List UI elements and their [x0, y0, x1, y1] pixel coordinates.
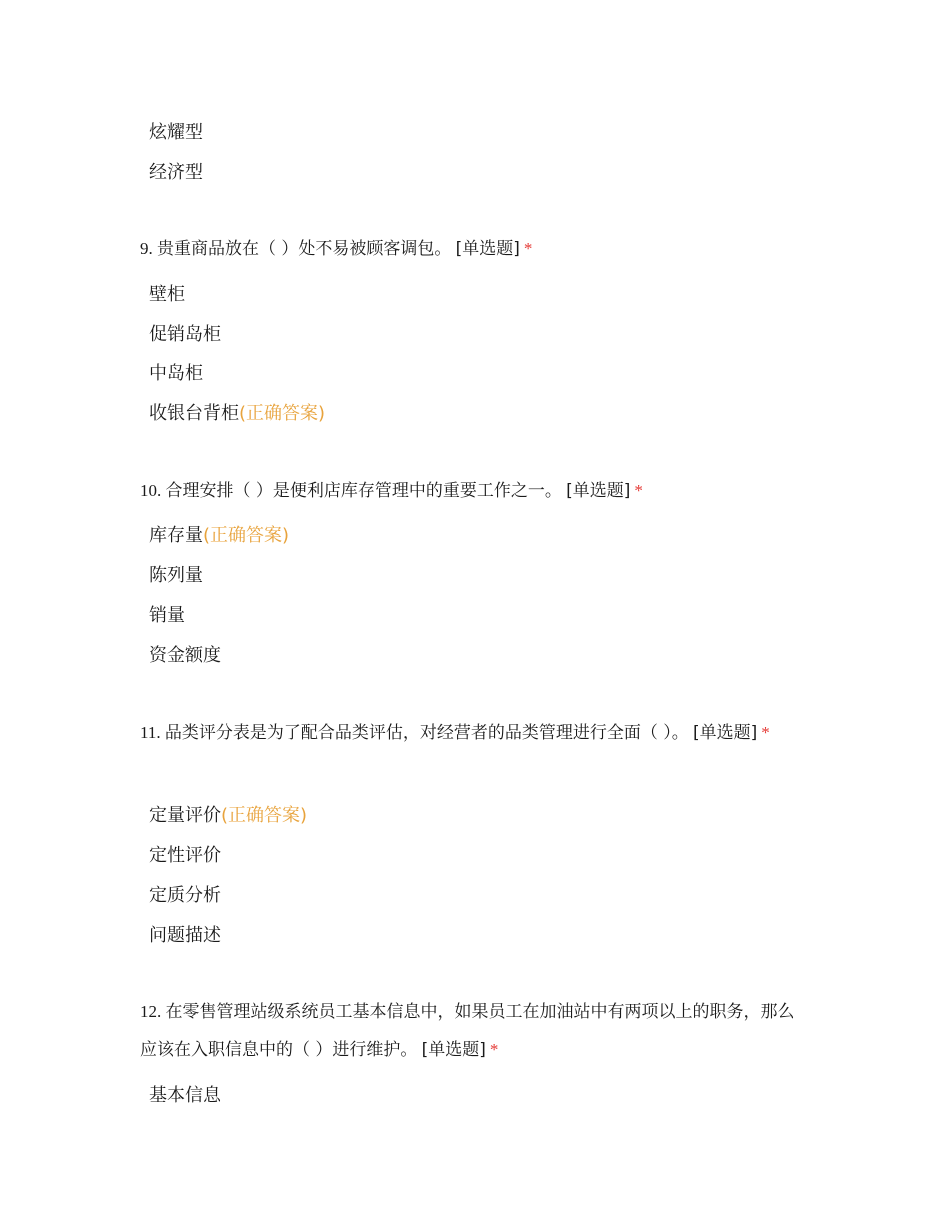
option-label: 问题描述 — [149, 925, 221, 946]
correct-answer-note: (正确答案) — [221, 805, 308, 826]
option-label: 促销岛柜 — [149, 324, 221, 345]
option-item[interactable] — [149, 844, 221, 868]
question-title — [140, 230, 810, 268]
option-item[interactable] — [149, 604, 185, 628]
question-number: 12. — [140, 1002, 162, 1021]
correct-answer-note: (正确答案) — [239, 403, 326, 424]
option-item[interactable] — [149, 402, 325, 426]
option-label: 销量 — [149, 605, 185, 626]
option-item[interactable] — [149, 323, 221, 347]
question-number: 9. — [140, 239, 153, 258]
question-text: 合理安排（ ）是便利店库存管理中的重要工作之一。 — [165, 481, 562, 501]
option-item[interactable] — [149, 283, 185, 307]
option-item[interactable] — [149, 1084, 221, 1108]
option-item[interactable] — [149, 121, 203, 145]
option-item[interactable] — [149, 524, 289, 548]
required-mark: * — [761, 723, 770, 742]
required-mark: * — [634, 481, 643, 500]
option-item[interactable] — [149, 564, 203, 588]
option-label: 炫耀型 — [149, 122, 203, 143]
question-text: 在零售管理站级系统员工基本信息中，如果员工在加油站中有两项以上的职务，那么应该在入职信息中的（ ）进行维护。 — [140, 1002, 795, 1060]
option-item[interactable] — [149, 924, 221, 948]
option-label: 定量评价 — [149, 805, 221, 826]
option-item[interactable] — [149, 804, 307, 828]
required-mark: * — [489, 1040, 499, 1059]
question-type: [单选题] — [421, 1040, 486, 1060]
question-title — [140, 472, 810, 510]
question-text: 品类评分表是为了配合品类评估，对经营者的品类管理进行全面（ ）。 — [164, 723, 689, 743]
correct-answer-note: (正确答案) — [203, 525, 290, 546]
question-type: [单选题] — [455, 239, 520, 259]
option-label: 定性评价 — [149, 845, 221, 866]
option-item[interactable] — [149, 161, 203, 185]
option-item[interactable] — [149, 362, 203, 386]
question-type: [单选题] — [566, 481, 631, 501]
question-number: 10. — [140, 481, 162, 500]
option-item[interactable] — [149, 884, 221, 908]
option-label: 陈列量 — [149, 565, 203, 586]
required-mark: * — [523, 239, 533, 258]
option-label: 定质分析 — [149, 885, 221, 906]
question-number: 11. — [140, 723, 161, 742]
option-label: 资金额度 — [149, 645, 221, 666]
option-label: 收银台背柜 — [149, 403, 239, 424]
option-item[interactable] — [149, 644, 221, 668]
question-title — [140, 993, 810, 1069]
question-text: 贵重商品放在（ ）处不易被顾客调包。 — [157, 239, 452, 259]
option-label: 壁柜 — [149, 284, 185, 305]
option-label: 中岛柜 — [149, 363, 203, 384]
option-label: 基本信息 — [149, 1085, 221, 1106]
question-title — [140, 714, 810, 752]
option-label: 经济型 — [149, 162, 203, 183]
option-label: 库存量 — [149, 525, 203, 546]
question-type: [单选题] — [693, 723, 758, 743]
